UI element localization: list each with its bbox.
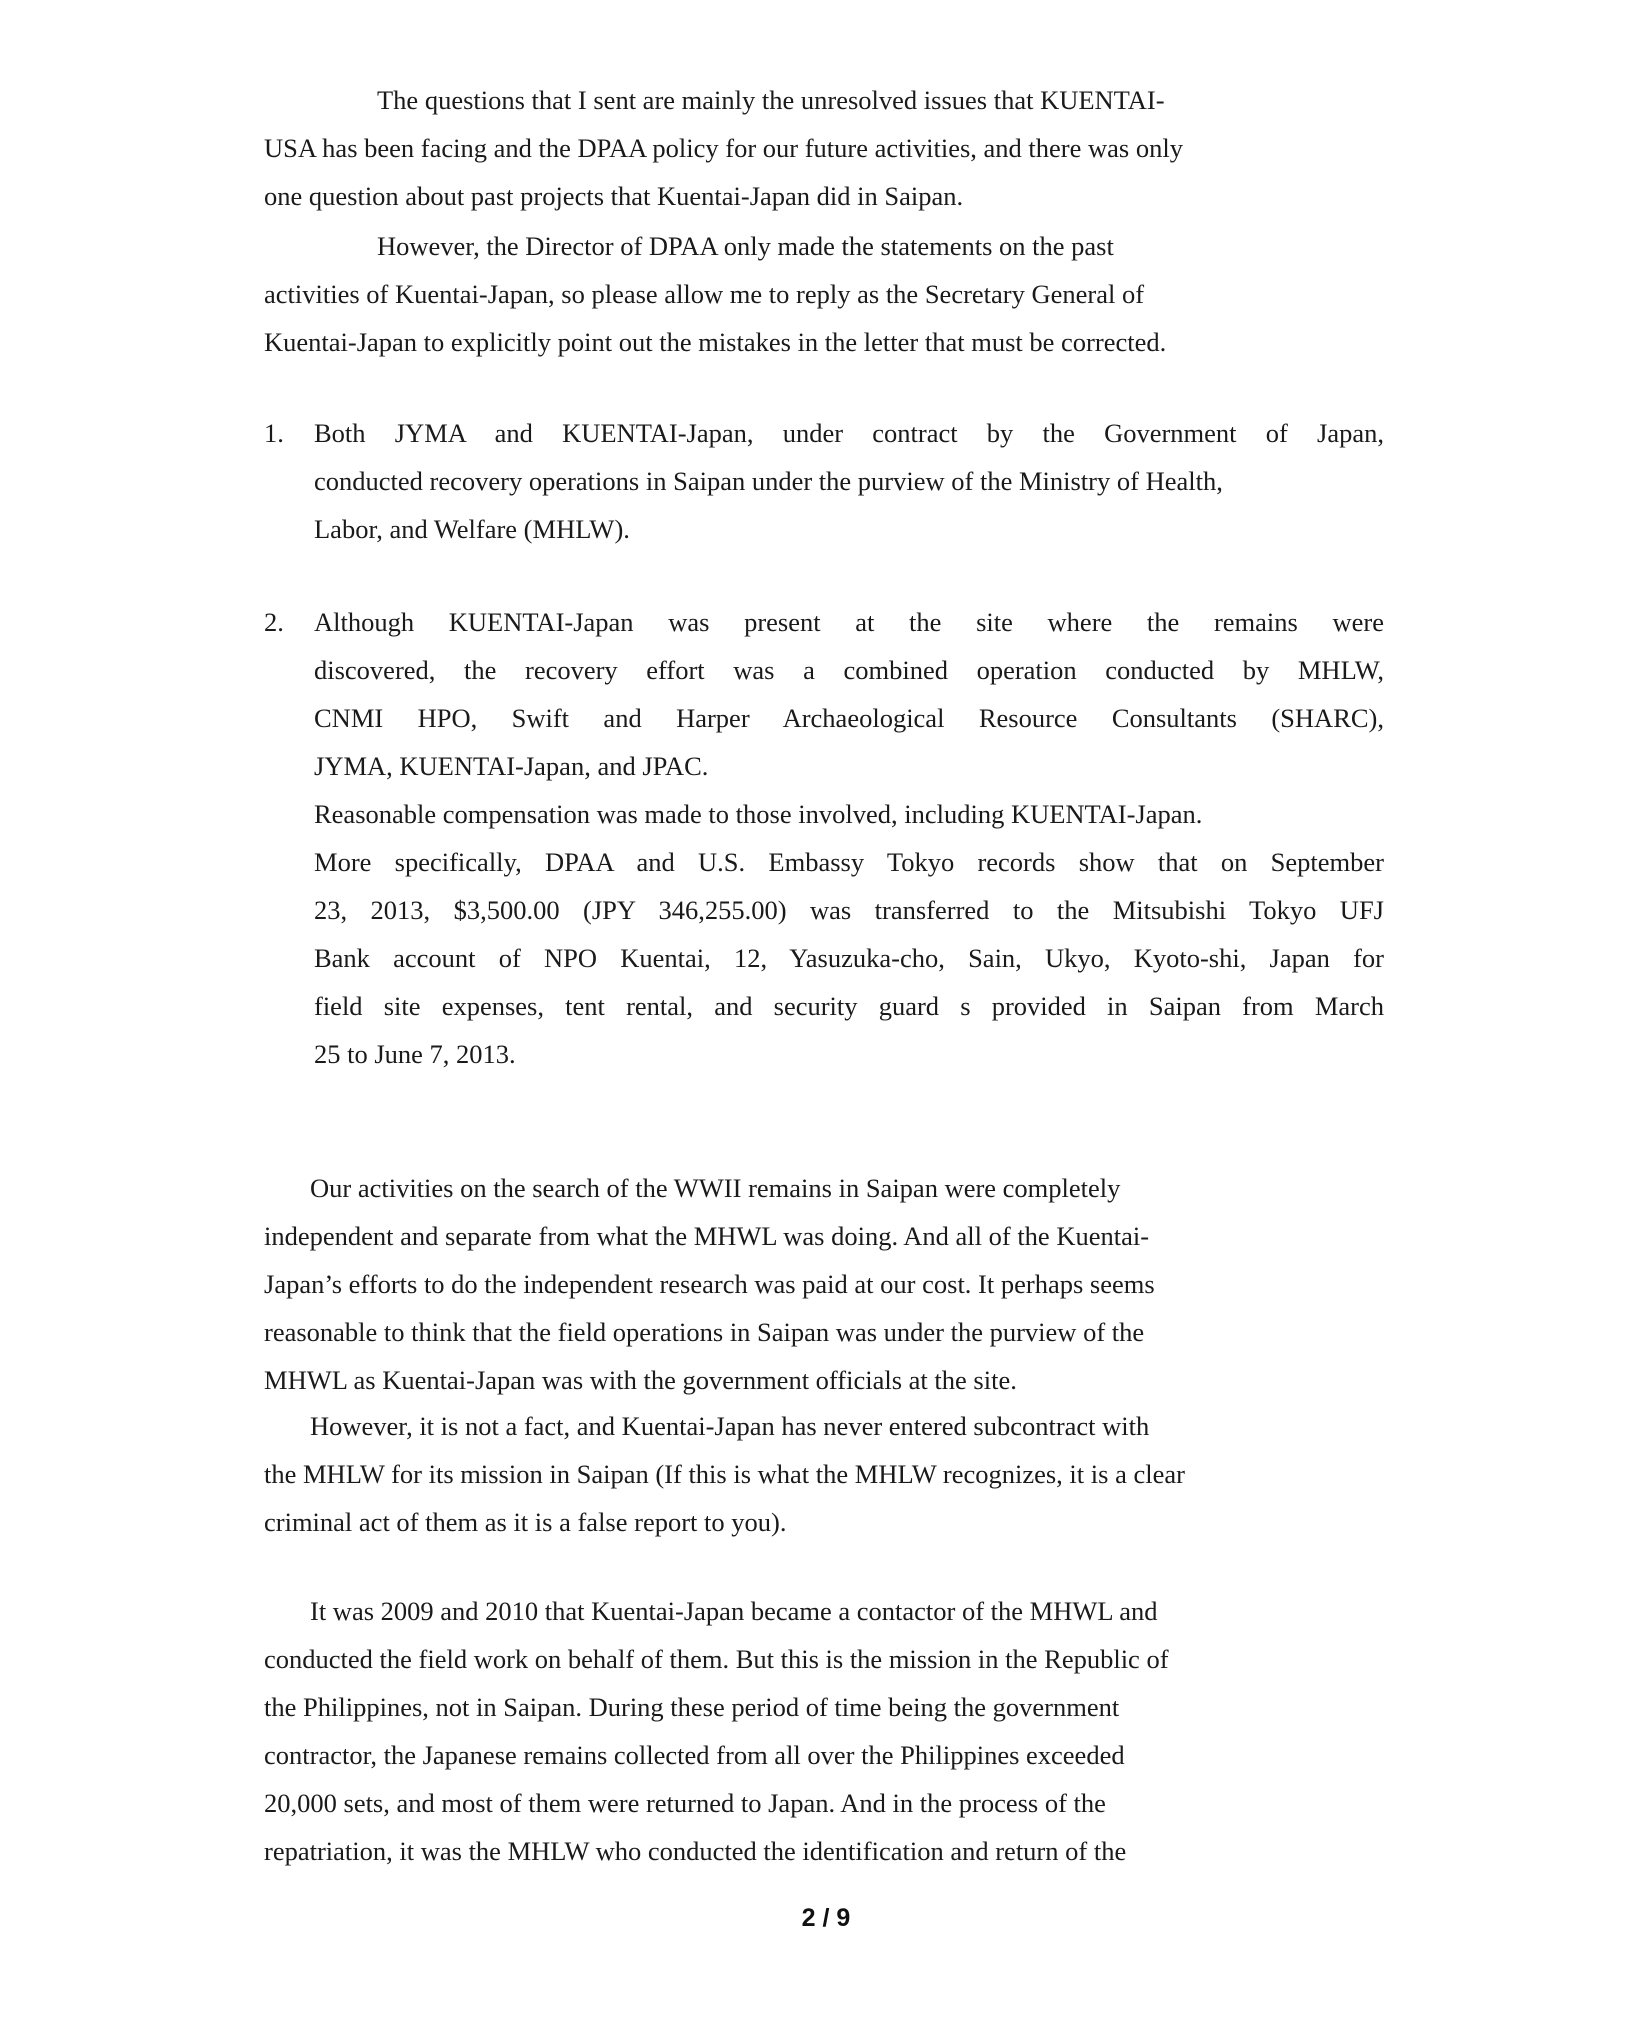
text-line: reasonable to think that the field operations in Saipan was under the purview of the: [264, 1317, 1145, 1347]
text-line: criminal act of them as it is a false report to you).: [264, 1507, 787, 1537]
text-line: Labor, and Welfare (MHLW).: [314, 514, 630, 544]
text-line: 23, 2013, $3,500.00 (JPY 346,255.00) was transferred to the Mitsubishi Tokyo UFJ: [314, 895, 1384, 925]
text-line: However, it is not a fact, and Kuentai-Japan has never entered subcontract with: [310, 1411, 1150, 1441]
text-line: conducted recovery operations in Saipan under the purview of the Ministry of Health,: [314, 466, 1223, 496]
text-line: activities of Kuentai-Japan, so please allow me to reply as the Secretary General of: [264, 279, 1145, 309]
paragraph-independent-activities: [264, 1164, 1384, 1404]
text-line: Bank account of NPO Kuentai, 12, Yasuzuka-cho, Sain, Ukyo, Kyoto-shi, Japan for: [314, 943, 1384, 973]
text-line: The questions that I sent are mainly the unresolved issues that KUENTAI-: [377, 85, 1165, 115]
text-line: MHWL as Kuentai-Japan was with the government officials at the site.: [264, 1365, 1017, 1395]
text-line: field site expenses, tent rental, and security guard s provided in Saipan from March: [314, 991, 1384, 1021]
paragraph-not-a-fact: [264, 1402, 1384, 1546]
text-line: 25 to June 7, 2013.: [314, 1039, 516, 1069]
paragraph-philippines-mission: [264, 1587, 1384, 1875]
text-line: CNMI HPO, Swift and Harper Archaeological Resource Consultants (SHARC),: [314, 703, 1384, 733]
paragraph-director-statements: [264, 222, 1384, 366]
text-line: repatriation, it was the MHLW who conducted the identification and return of the: [264, 1836, 1127, 1866]
text-line: JYMA, KUENTAI-Japan, and JPAC.: [314, 751, 709, 781]
text-line: discovered, the recovery effort was a combined operation conducted by MHLW,: [314, 655, 1384, 685]
text-line: More specifically, DPAA and U.S. Embassy Tokyo records show that on September: [314, 847, 1384, 877]
list-number: 1.: [264, 418, 284, 448]
text-line: Although KUENTAI-Japan was present at the site where the remains were: [314, 607, 1384, 637]
list-number: 2.: [264, 607, 284, 637]
text-line: independent and separate from what the MHWL was doing. And all of the Kuentai-: [264, 1221, 1150, 1251]
list-item-body: [314, 598, 1384, 1078]
page-number: 2 / 9: [801, 1904, 851, 1932]
text-line: Kuentai-Japan to explicitly point out the mistakes in the letter that must be corrected.: [264, 327, 1167, 357]
text-line: contractor, the Japanese remains collected from all over the Philippines exceeded: [264, 1740, 1125, 1770]
paragraph-questions: [264, 76, 1384, 220]
text-line: USA has been facing and the DPAA policy for our future activities, and there was only: [264, 133, 1183, 163]
list-item-body: [314, 409, 1384, 553]
text-line: the Philippines, not in Saipan. During these period of time being the government: [264, 1692, 1120, 1722]
text-line: It was 2009 and 2010 that Kuentai-Japan became a contactor of the MHWL and: [310, 1596, 1158, 1626]
text-line: Both JYMA and KUENTAI-Japan, under contract by the Government of Japan,: [314, 418, 1384, 448]
text-line: Japan’s efforts to do the independent research was paid at our cost. It perhaps seems: [264, 1269, 1155, 1299]
text-line: Reasonable compensation was made to those involved, including KUENTAI-Japan.: [314, 799, 1203, 829]
text-line: the MHLW for its mission in Saipan (If this is what the MHLW recognizes, it is a clear: [264, 1459, 1185, 1489]
text-line: Our activities on the search of the WWII remains in Saipan were completely: [310, 1173, 1121, 1203]
text-line: conducted the field work on behalf of them. But this is the mission in the Republic of: [264, 1644, 1169, 1674]
text-line: However, the Director of DPAA only made the statements on the past: [377, 231, 1114, 261]
text-line: one question about past projects that Kuentai-Japan did in Saipan.: [264, 181, 964, 211]
text-line: 20,000 sets, and most of them were returned to Japan. And in the process of the: [264, 1788, 1106, 1818]
